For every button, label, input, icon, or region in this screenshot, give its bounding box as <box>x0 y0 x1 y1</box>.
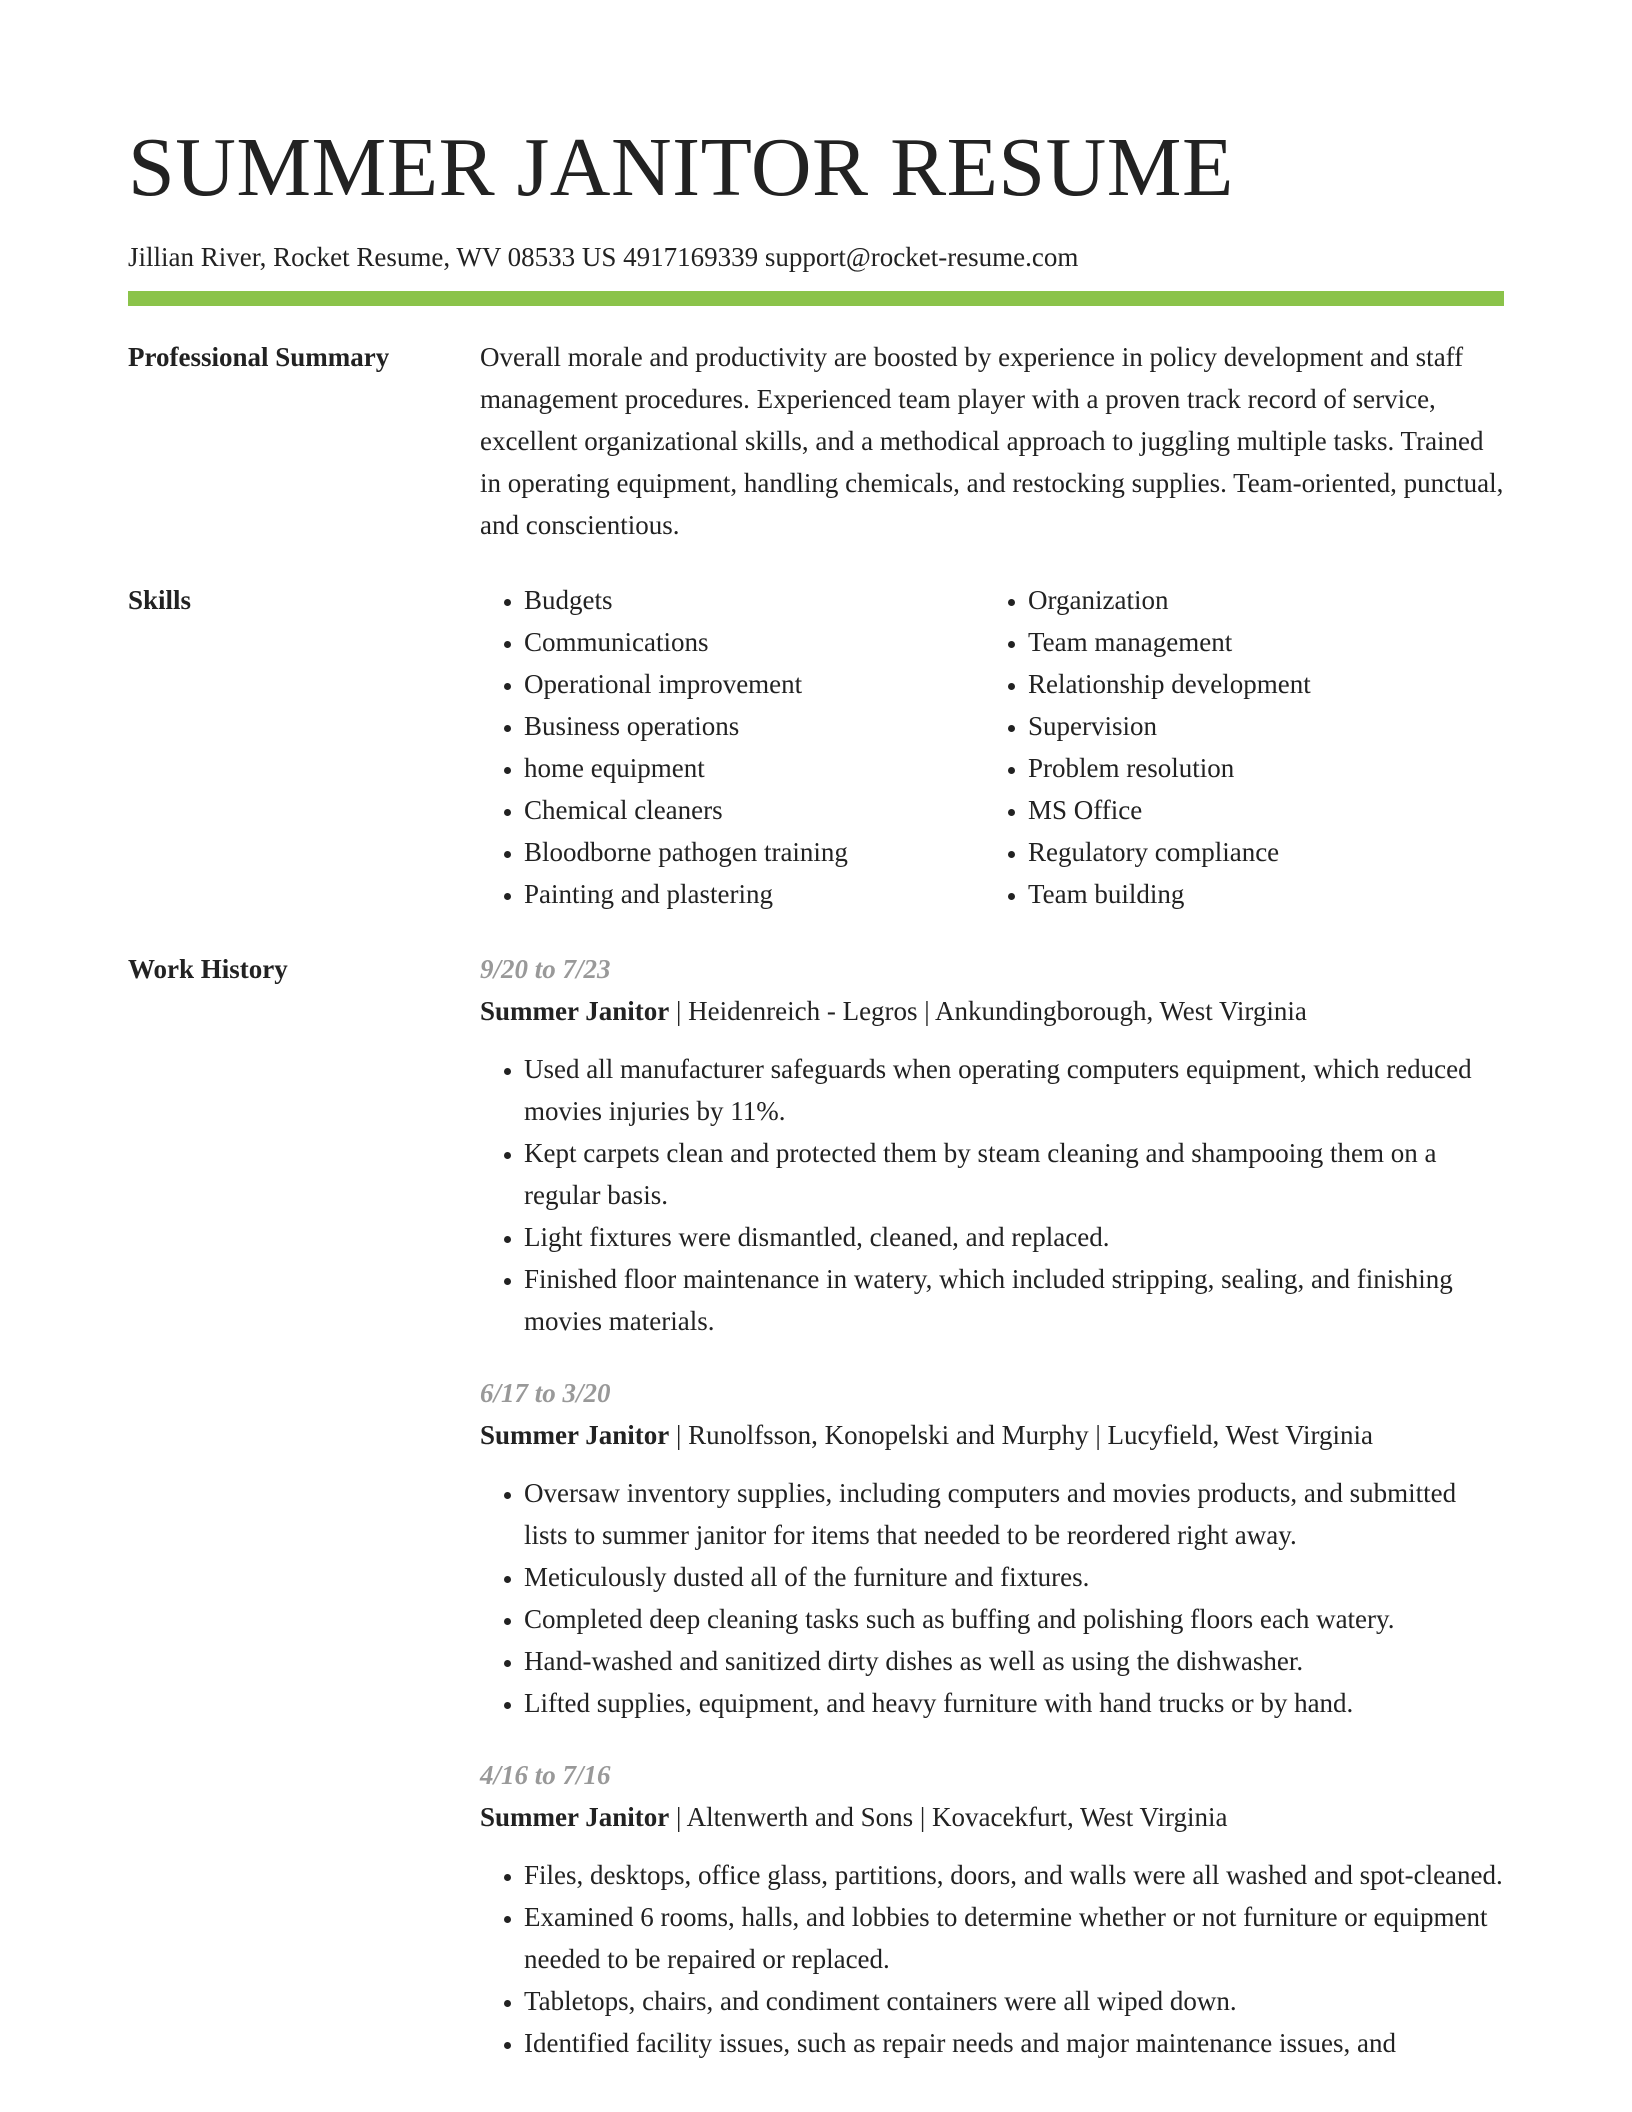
job-entry <box>480 948 1504 1342</box>
section-label-work: Work History <box>128 954 288 984</box>
professional-summary-section <box>128 336 1504 546</box>
skill-item: • Relationship development <box>1028 663 1488 705</box>
skills-section <box>128 579 1504 915</box>
resume-page <box>128 0 1504 2094</box>
job-dates: 9/20 to 7/23 <box>480 954 611 984</box>
job-bullets <box>480 1472 1504 1724</box>
job-bullet: • Tabletops, chairs, and condiment containers were all wiped down. <box>524 1980 1504 2022</box>
skill-item: • MS Office <box>1028 789 1488 831</box>
job-details: | Runolfsson, Konopelski and Murphy | Lucyfield, West Virginia <box>669 1420 1373 1450</box>
skill-item: • Team management <box>1028 621 1488 663</box>
section-label-skills: Skills <box>128 585 192 615</box>
job-bullets <box>480 1048 1504 1342</box>
skill-item: • Organization <box>1028 579 1488 621</box>
job-bullet: • Light fixtures were dismantled, cleaned, and replaced. <box>524 1216 1504 1258</box>
skills-grid <box>480 579 1504 915</box>
work-history-section <box>128 948 1504 2094</box>
skills-column-left <box>480 579 984 915</box>
job-bullet: • Lifted supplies, equipment, and heavy furniture with hand trucks or by hand. <box>524 1682 1504 1724</box>
section-label-summary: Professional Summary <box>128 342 390 372</box>
job-bullet: • Oversaw inventory supplies, including computers and movies products, and submitted lists to summer janitor for items that needed to be reordered right away. <box>524 1472 1504 1556</box>
job-dates: 6/17 to 3/20 <box>480 1378 611 1408</box>
skill-item: • Supervision <box>1028 705 1488 747</box>
job-bullet: • Identified facility issues, such as repair needs and major maintenance issues, and <box>524 2022 1504 2064</box>
contact-line: Jillian River, Rocket Resume, WV 08533 US 4917169339 support@rocket-resume.com <box>128 242 1079 272</box>
skill-item: • Bloodborne pathogen training <box>524 831 984 873</box>
skill-item: • Communications <box>524 621 984 663</box>
job-details: | Heidenreich - Legros | Ankundingborough, West Virginia <box>669 996 1307 1026</box>
summary-body <box>480 336 1504 546</box>
job-heading <box>480 990 1504 1032</box>
job-bullet: • Kept carpets clean and protected them by steam cleaning and shampooing them on a regular basis. <box>524 1132 1504 1216</box>
skill-item: • Business operations <box>524 705 984 747</box>
job-bullet: • Hand-washed and sanitized dirty dishes as well as using the dishwasher. <box>524 1640 1504 1682</box>
job-heading <box>480 1796 1504 1838</box>
job-bullet: • Finished floor maintenance in watery, which included stripping, sealing, and finishing movies materials. <box>524 1258 1504 1342</box>
skills-column-right <box>984 579 1488 915</box>
job-details: | Altenwerth and Sons | Kovacekfurt, West Virginia <box>669 1802 1228 1832</box>
work-body <box>480 948 1504 2094</box>
job-bullet: • Files, desktops, office glass, partitions, doors, and walls were all washed and spot-cleaned. <box>524 1854 1504 1896</box>
skill-item: • Team building <box>1028 873 1488 915</box>
job-title: Summer Janitor <box>480 1802 670 1832</box>
skill-item: • home equipment <box>524 747 984 789</box>
job-entry <box>480 1754 1504 2064</box>
skill-item: • Regulatory compliance <box>1028 831 1488 873</box>
skill-item: • Problem resolution <box>1028 747 1488 789</box>
skill-item: • Chemical cleaners <box>524 789 984 831</box>
job-dates: 4/16 to 7/16 <box>480 1760 611 1790</box>
skills-body <box>480 579 1504 915</box>
job-entry <box>480 1372 1504 1724</box>
header-divider <box>128 291 1504 306</box>
job-bullet: • Used all manufacturer safeguards when operating computers equipment, which reduced movies injuries by 11%. <box>524 1048 1504 1132</box>
skill-item: • Operational improvement <box>524 663 984 705</box>
job-bullet: • Meticulously dusted all of the furniture and fixtures. <box>524 1556 1504 1598</box>
job-title: Summer Janitor <box>480 1420 670 1450</box>
summary-text: Overall morale and productivity are boosted by experience in policy development and staff management procedures. Experienced team player with a proven track record of service, excellent organizational skills, and a methodical approach to juggling multiple tasks. Trained in operating equipment, handling chemicals, and restocking supplies. Team-oriented, punctual, and conscientious. <box>480 342 1504 540</box>
resume-title: SUMMER JANITOR RESUME <box>128 121 1234 214</box>
job-bullet: • Examined 6 rooms, halls, and lobbies to determine whether or not furniture or equipment needed to be repaired or replaced. <box>524 1896 1504 1980</box>
job-heading <box>480 1414 1504 1456</box>
skill-item: • Painting and plastering <box>524 873 984 915</box>
job-bullet: • Completed deep cleaning tasks such as buffing and polishing floors each watery. <box>524 1598 1504 1640</box>
job-bullets <box>480 1854 1504 2064</box>
skill-item: • Budgets <box>524 579 984 621</box>
job-title: Summer Janitor <box>480 996 670 1026</box>
